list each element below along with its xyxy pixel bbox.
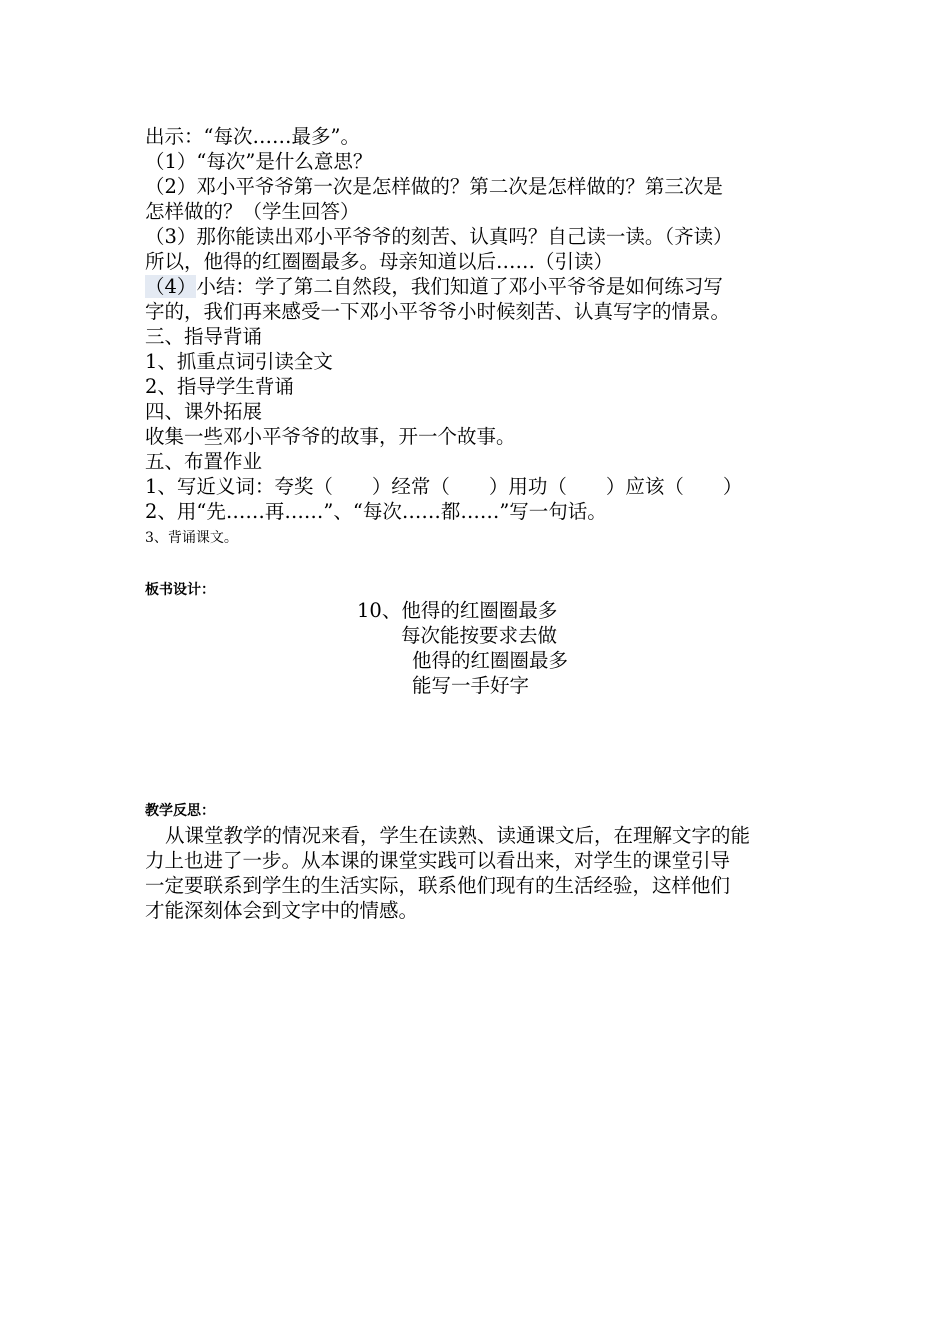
homework-item-2: 2、用“先……再……”、“每次……都……”写一句话。	[145, 500, 607, 523]
reflection-label: 教学反思：	[145, 803, 215, 819]
section-heading-homework: 五、布置作业	[145, 450, 263, 473]
board-title: 10、他得的红圈圈最多	[357, 599, 558, 622]
reflection-line-3: 一定要联系到学生的生活实际，联系他们现有的生活经验，这样他们	[145, 874, 731, 897]
reflection-line-4: 才能深刻体会到文字中的情感。	[145, 899, 419, 922]
board-line-2: 他得的红圈圈最多	[412, 649, 569, 672]
homework-item-1: 1、写近义词：夸奖（ ）经常（ ）用功（ ）应该（ ）	[145, 475, 743, 498]
board-line-3: 能写一手好字	[412, 674, 530, 697]
summary-line	[145, 274, 723, 299]
summary-continued: 字的，我们再来感受一下邓小平爷爷小时候刻苦、认真写字的情景。	[145, 300, 731, 323]
question-2-continued: 怎样做的？（学生回答）	[145, 200, 360, 223]
reflection-line-2: 力上也进了一步。从本课的课堂实践可以看出来，对学生的课堂引导	[145, 849, 731, 872]
section-heading-recite: 三、指导背诵	[145, 325, 263, 348]
question-1: （1）“每次”是什么意思？	[145, 150, 373, 173]
recite-step-2: 2、指导学生背诵	[145, 375, 294, 398]
recite-step-1: 1、抓重点词引读全文	[145, 350, 333, 373]
homework-item-3: 3、背诵课文。	[145, 530, 238, 546]
section-heading-extension: 四、课外拓展	[145, 400, 263, 423]
display-text-line: 出示：“每次……最多”。	[145, 125, 360, 148]
board-design-label: 板书设计：	[145, 582, 215, 598]
summary-text: 小结：学了第二自然段，我们知道了邓小平爷爷是如何练习写	[196, 275, 723, 298]
question-3-continued: 所以，他得的红圈圈最多。母亲知道以后……（引读）	[145, 250, 614, 273]
reflection-line-1: 从课堂教学的情况来看，学生在读熟、读通课文后，在理解文字的能	[165, 824, 751, 847]
question-2: （2）邓小平爷爷第一次是怎样做的？第二次是怎样做的？第三次是	[145, 175, 723, 198]
summary-number-highlight: （4）	[145, 275, 197, 298]
question-3: （3）那你能读出邓小平爷爷的刻苦、认真吗？自己读一读。（齐读）	[145, 225, 733, 248]
extension-text: 收集一些邓小平爷爷的故事，开一个故事。	[145, 425, 516, 448]
board-line-1: 每次能按要求去做	[401, 624, 558, 647]
